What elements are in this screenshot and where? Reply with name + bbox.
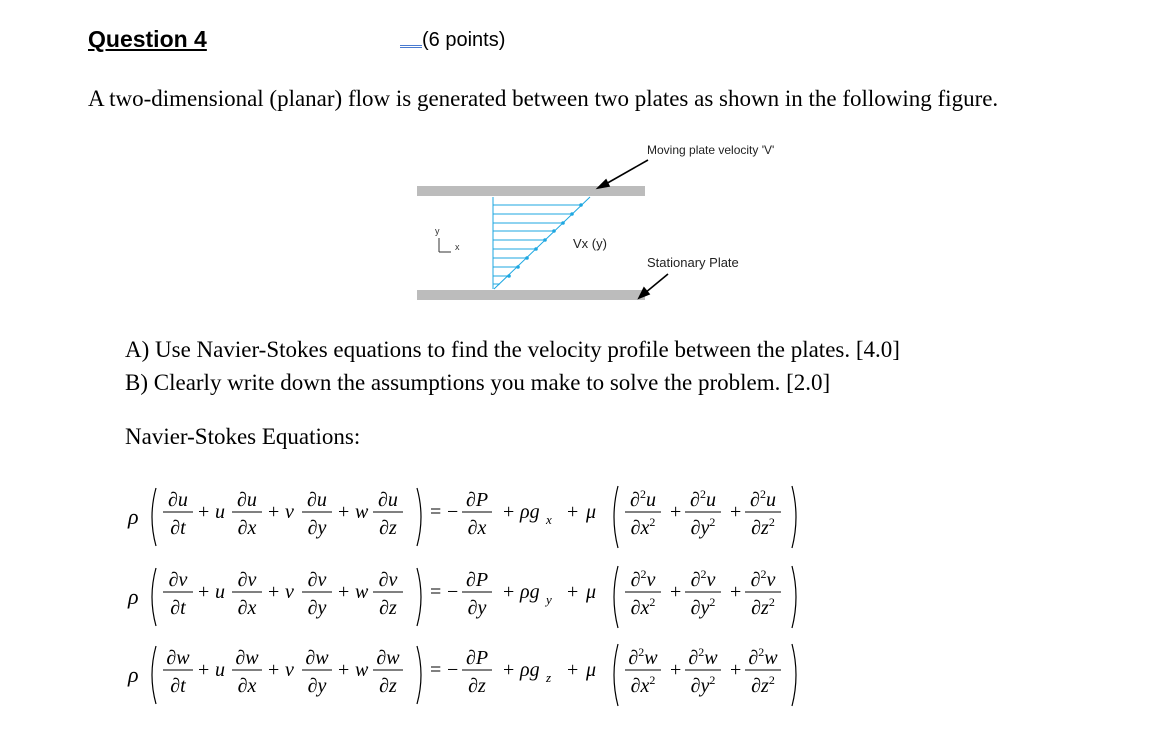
rho-symbol: ρ bbox=[128, 662, 139, 687]
plus: + bbox=[338, 501, 350, 523]
dw-dx-numerator: ∂w bbox=[235, 647, 259, 669]
g-subscript: x bbox=[546, 512, 552, 527]
mu-symbol: μ bbox=[586, 659, 597, 681]
right-paren bbox=[792, 566, 796, 628]
plus: + bbox=[503, 501, 515, 523]
left-paren bbox=[152, 488, 156, 546]
u-coef: u bbox=[215, 501, 225, 523]
d2v-dz2-numerator: ∂$^2$v bbox=[750, 567, 776, 591]
pressure-gradient-numerator: ∂P bbox=[465, 569, 489, 591]
left-paren bbox=[614, 486, 618, 548]
g-subscript: z bbox=[546, 670, 552, 685]
left-paren bbox=[152, 646, 156, 704]
minus: − bbox=[447, 581, 459, 603]
v-coef: v bbox=[285, 659, 294, 681]
rho-g: ρg bbox=[520, 581, 540, 603]
axis-icon bbox=[439, 238, 451, 252]
d2v-dx2-denominator: $\partial x^2$ bbox=[630, 595, 656, 619]
rho-g: ρg bbox=[520, 501, 540, 523]
points-label: (6 points) bbox=[422, 29, 506, 51]
plus: + bbox=[730, 501, 742, 523]
mu-symbol: μ bbox=[586, 501, 597, 523]
equation-u bbox=[127, 486, 796, 548]
stationary-plate-pointer bbox=[639, 274, 668, 298]
dw-dz-denominator: ∂z bbox=[379, 675, 397, 697]
plus: + bbox=[503, 659, 515, 681]
u-coef: u bbox=[215, 659, 225, 681]
pressure-gradient-numerator: ∂P bbox=[465, 647, 489, 669]
plus: + bbox=[268, 501, 280, 523]
dw-dy-denominator: ∂y bbox=[307, 675, 327, 697]
moving-plate-pointer bbox=[598, 160, 648, 188]
dv-dz-denominator: ∂z bbox=[379, 597, 397, 619]
velocity-label: Vx (y) bbox=[573, 236, 607, 251]
d2v-dy2-numerator: ∂$^2$v bbox=[690, 567, 716, 591]
dw-dz-numerator: ∂w bbox=[376, 647, 400, 669]
time-derivative-denominator: ∂t bbox=[170, 675, 186, 697]
plus: + bbox=[730, 659, 742, 681]
time-derivative-numerator: ∂u bbox=[168, 489, 188, 511]
plus: + bbox=[670, 659, 682, 681]
moving-plate bbox=[417, 186, 645, 196]
left-paren bbox=[152, 568, 156, 626]
part-b: B) Clearly write down the assumptions you make to solve the problem. [2.0] bbox=[125, 370, 831, 395]
question-points bbox=[400, 29, 505, 52]
stationary-plate-label: Stationary Plate bbox=[647, 255, 739, 270]
equals: = bbox=[430, 581, 442, 603]
plus: + bbox=[503, 581, 515, 603]
d2u-dy2-denominator: $\partial y^2$ bbox=[690, 515, 716, 539]
plus: + bbox=[338, 659, 350, 681]
d2u-dx2-denominator: $\partial x^2$ bbox=[630, 515, 656, 539]
dv-dx-numerator: ∂v bbox=[237, 569, 257, 591]
time-derivative-numerator: ∂v bbox=[168, 569, 188, 591]
du-dy-denominator: ∂y bbox=[307, 517, 327, 539]
axis-y-label: y bbox=[435, 226, 440, 236]
dv-dy-denominator: ∂y bbox=[307, 597, 327, 619]
question-title: Question 4 bbox=[88, 26, 207, 52]
axis-x-label: x bbox=[455, 242, 460, 252]
equation-w bbox=[127, 644, 796, 706]
d2v-dz2-denominator: $\partial z^2$ bbox=[751, 595, 775, 619]
right-paren bbox=[792, 486, 796, 548]
d2w-dz2-numerator: ∂$^2$w bbox=[748, 645, 778, 669]
plus: + bbox=[268, 659, 280, 681]
d2v-dy2-denominator: $\partial y^2$ bbox=[690, 595, 716, 619]
d2u-dx2-numerator: ∂$^2$u bbox=[630, 487, 656, 511]
w-coef: w bbox=[355, 659, 369, 681]
d2u-dz2-denominator: $\partial z^2$ bbox=[751, 515, 775, 539]
d2w-dx2-numerator: ∂$^2$w bbox=[628, 645, 658, 669]
right-paren bbox=[792, 644, 796, 706]
plates-figure bbox=[400, 138, 820, 308]
stationary-plate bbox=[417, 290, 645, 300]
time-derivative-denominator: ∂t bbox=[170, 597, 186, 619]
du-dx-numerator: ∂u bbox=[237, 489, 257, 511]
plus: + bbox=[268, 581, 280, 603]
du-dy-numerator: ∂u bbox=[307, 489, 327, 511]
u-coef: u bbox=[215, 581, 225, 603]
navier-stokes-equations bbox=[120, 474, 840, 724]
equation-v bbox=[127, 566, 796, 628]
ns-heading: Navier-Stokes Equations: bbox=[125, 424, 361, 449]
g-subscript: y bbox=[546, 592, 552, 607]
right-paren bbox=[417, 646, 421, 704]
plus: + bbox=[567, 659, 579, 681]
rho-symbol: ρ bbox=[128, 504, 139, 529]
moving-plate-label: Moving plate velocity 'V' bbox=[647, 143, 775, 157]
plus: + bbox=[338, 581, 350, 603]
left-paren bbox=[614, 644, 618, 706]
v-coef: v bbox=[285, 501, 294, 523]
rho-g: ρg bbox=[520, 659, 540, 681]
part-a: A) Use Navier-Stokes equations to find the velocity profile between the plates. [4.0] bbox=[125, 337, 900, 362]
left-paren bbox=[614, 566, 618, 628]
mu-symbol: μ bbox=[586, 581, 597, 603]
d2u-dz2-numerator: ∂$^2$u bbox=[750, 487, 776, 511]
dv-dx-denominator: ∂x bbox=[237, 597, 257, 619]
plus: + bbox=[198, 501, 210, 523]
du-dz-numerator: ∂u bbox=[378, 489, 398, 511]
minus: − bbox=[447, 659, 459, 681]
dw-dx-denominator: ∂x bbox=[237, 675, 257, 697]
plus: + bbox=[198, 659, 210, 681]
plus: + bbox=[198, 581, 210, 603]
plus: + bbox=[567, 581, 579, 603]
problem-intro: A two-dimensional (planar) flow is generated between two plates as shown in the following figure. bbox=[88, 86, 999, 111]
equals: = bbox=[430, 659, 442, 681]
w-coef: w bbox=[355, 581, 369, 603]
plus: + bbox=[670, 501, 682, 523]
pressure-gradient-denominator: ∂y bbox=[467, 597, 487, 619]
points-underline bbox=[400, 44, 422, 48]
d2u-dy2-numerator: ∂$^2$u bbox=[690, 487, 716, 511]
pressure-gradient-denominator: ∂z bbox=[468, 675, 486, 697]
w-coef: w bbox=[355, 501, 369, 523]
d2w-dy2-numerator: ∂$^2$w bbox=[688, 645, 718, 669]
d2w-dy2-denominator: $\partial y^2$ bbox=[690, 673, 716, 697]
plus: + bbox=[730, 581, 742, 603]
du-dx-denominator: ∂x bbox=[237, 517, 257, 539]
right-paren bbox=[417, 568, 421, 626]
plus: + bbox=[670, 581, 682, 603]
v-coef: v bbox=[285, 581, 294, 603]
pressure-gradient-numerator: ∂P bbox=[465, 489, 489, 511]
pressure-gradient-denominator: ∂x bbox=[467, 517, 487, 539]
minus: − bbox=[447, 501, 459, 523]
dw-dy-numerator: ∂w bbox=[305, 647, 329, 669]
rho-symbol: ρ bbox=[128, 584, 139, 609]
dv-dz-numerator: ∂v bbox=[378, 569, 398, 591]
time-derivative-denominator: ∂t bbox=[170, 517, 186, 539]
d2v-dx2-numerator: ∂$^2$v bbox=[630, 567, 656, 591]
time-derivative-numerator: ∂w bbox=[166, 647, 190, 669]
plus: + bbox=[567, 501, 579, 523]
equals: = bbox=[430, 501, 442, 523]
right-paren bbox=[417, 488, 421, 546]
d2w-dx2-denominator: $\partial x^2$ bbox=[630, 673, 656, 697]
dv-dy-numerator: ∂v bbox=[307, 569, 327, 591]
du-dz-denominator: ∂z bbox=[379, 517, 397, 539]
d2w-dz2-denominator: $\partial z^2$ bbox=[751, 673, 775, 697]
